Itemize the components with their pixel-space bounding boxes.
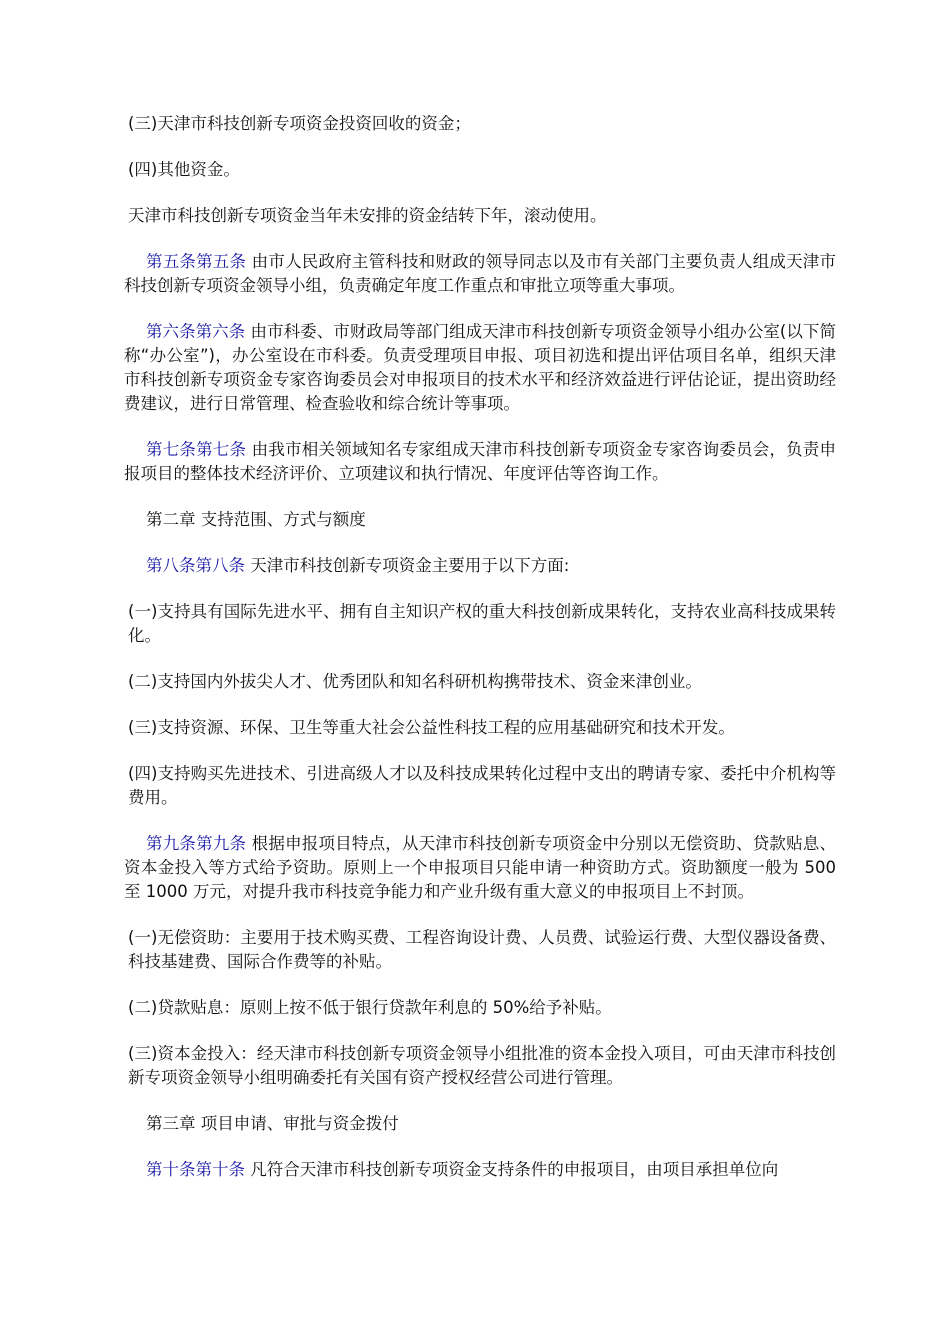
paragraph [124, 670, 836, 694]
paragraph [124, 204, 836, 228]
paragraph-text: 凡符合天津市科技创新专项资金支持条件的申报项目，由项目承担单位向 [245, 1160, 779, 1179]
paragraph-text: (二)支持国内外拔尖人才、优秀团队和知名科研机构携带技术、资金来津创业。 [128, 672, 702, 691]
article-heading[interactable]: 第六条第六条 [146, 322, 246, 341]
paragraph [124, 438, 836, 486]
article-heading[interactable]: 第七条第七条 [146, 440, 247, 459]
paragraph-text: 天津市科技创新专项资金当年未安排的资金结转下年，滚动使用。 [128, 206, 607, 225]
paragraph-text: (三)资本金投入：经天津市科技创新专项资金领导小组批准的资本金投入项目，可由天津市科技创新专项资金领导小组明确委托有关国有资产授权经营公司进行管理。 [128, 1044, 836, 1087]
paragraph-text: 由我市相关领域知名专家组成天津市科技创新专项资金专家咨询委员会，负责申报项目的整体技术经济评价、立项建议和执行情况、年度评估等咨询工作。 [124, 440, 837, 483]
paragraph [124, 112, 836, 136]
paragraph [124, 1158, 836, 1182]
paragraph-text: (三)支持资源、环保、卫生等重大社会公益性科技工程的应用基础研究和技术开发。 [128, 718, 735, 737]
chapter-heading [124, 1112, 836, 1136]
paragraph-text: 根据申报项目特点，从天津市科技创新专项资金中分别以无偿资助、贷款贴息、资本金投入等方式给予资助。原则上一个申报项目只能申请一种资助方式。资助额度一般为 500 至 1000 万元，对提升我市科技竞争能力和产业升级有重大意义的申报项目上不封顶。 [124, 834, 837, 901]
paragraph-text: (四)支持购买先进技术、引进高级人才以及科技成果转化过程中支出的聘请专家、委托中介机构等费用。 [128, 764, 836, 807]
paragraph [124, 832, 836, 904]
paragraph [124, 554, 836, 578]
paragraph [124, 996, 836, 1020]
paragraph-text: 由市人民政府主管科技和财政的领导同志以及市有关部门主要负责人组成天津市科技创新专项资金领导小组，负责确定年度工作重点和审批立项等重大事项。 [124, 252, 837, 295]
chapter-heading [124, 508, 836, 532]
paragraph [124, 762, 836, 810]
paragraph [124, 250, 836, 298]
article-heading[interactable]: 第九条第九条 [146, 834, 247, 853]
paragraph-text: (二)贷款贴息：原则上按不低于银行贷款年利息的 50%给予补贴。 [128, 998, 612, 1017]
article-heading[interactable]: 第八条第八条 [146, 556, 245, 575]
paragraph [124, 926, 836, 974]
paragraph-text: (一)无偿资助：主要用于技术购买费、工程咨询设计费、人员费、试验运行费、大型仪器设备费、科技基建费、国际合作费等的补贴。 [128, 928, 836, 971]
paragraph-text: (四)其他资金。 [128, 160, 240, 179]
paragraph [124, 1042, 836, 1090]
article-heading[interactable]: 第五条第五条 [146, 252, 247, 271]
paragraph-text: 天津市科技创新专项资金主要用于以下方面: [245, 556, 570, 575]
paragraph-text: 第三章 项目申请、审批与资金拨付 [146, 1114, 399, 1133]
paragraph-text: (三)天津市科技创新专项资金投资回收的资金； [128, 114, 471, 133]
paragraph-text: (一)支持具有国际先进水平、拥有自主知识产权的重大科技创新成果转化，支持农业高科技成果转化。 [128, 602, 836, 645]
paragraph [124, 158, 836, 182]
paragraph [124, 320, 836, 416]
article-heading[interactable]: 第十条第十条 [146, 1160, 245, 1179]
paragraph [124, 600, 836, 648]
paragraph-text: 第二章 支持范围、方式与额度 [146, 510, 366, 529]
paragraph [124, 716, 836, 740]
document-page [124, 112, 836, 1204]
paragraph-text: 由市科委、市财政局等部门组成天津市科技创新专项资金领导小组办公室(以下简称“办公室”)，办公室设在市科委。负责受理项目申报、项目初选和提出评估项目名单，组织天津市科技创新专项资金专家咨询委员会对申报项目的技术水平和经济效益进行评估论证，提出资助经费建议，进行日常管理、检查验收和综合统计等事项。 [124, 322, 837, 413]
